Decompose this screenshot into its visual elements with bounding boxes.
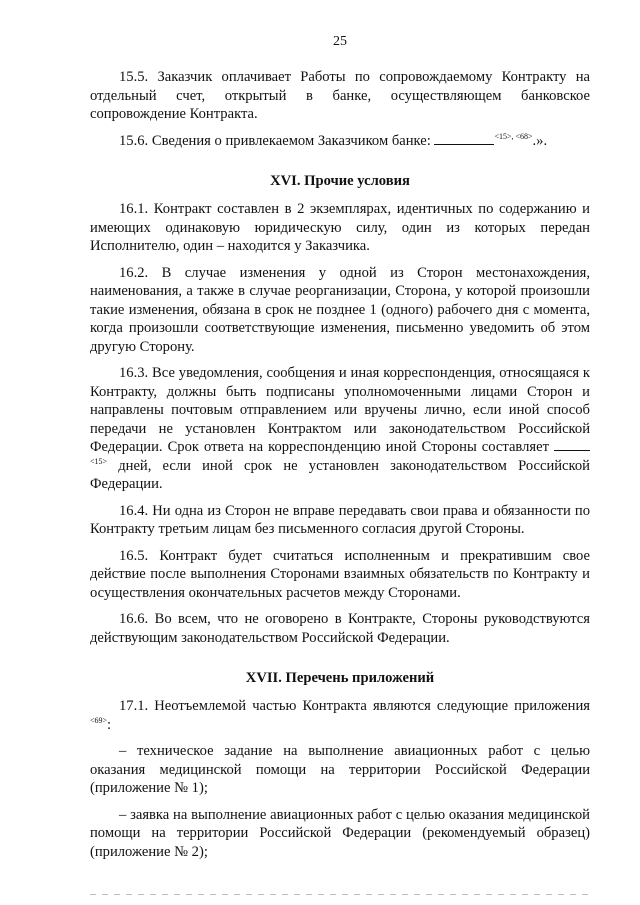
scan-footer-line [90,894,590,895]
paragraph-16-3-text: 16.3. Все уведомления, сообщения и иная корреспонденция, относящаяся к Контракту, должны быть подписаны уполномоченными лицами Сторон и направлены почтовым отправлением или вручены лично, если иной способ передачи не установлен Контрактом или законодательством Российской Федерации. Срок ответа на корреспонденцию иной Стороны составляет [90,365,590,455]
paragraph-17-1-tail: : [107,716,112,733]
paragraph-16-5: 16.5. Контракт будет считаться исполненным и прекратившим свое действие после выполнения Сторонами взаимных обязательств по Контракту и осуществления окончательных расчетов между Сторонами. [90,547,590,601]
paragraph-15-6 [90,132,590,151]
paragraph-16-3 [90,364,590,494]
list-item-appendix-1: – техническое задание на выполнение авиационных работ с целью оказания медицинской помощи на территории Российской Федерации (приложение № 1); [90,743,590,796]
paragraph-16-4: 16.4. Ни одна из Сторон не вправе передавать свои права и обязанности по Контракту третьим лицам без письменного согласия другой Стороны. [90,502,590,537]
paragraph-16-2: 16.2. В случае изменения у одной из Сторон местонахождения, наименования, а также в случае реорганизации, Сторона, у которой произошли такие изменения, обязана в срок не позднее 1 (одного) рабочего дня с момента, когда произошли соответствующие изменения, письменно уведомить об этом другую Сторону. [90,264,590,355]
footnote-ref-69: <69> [90,715,108,725]
blank-field-bank [434,132,494,145]
paragraph-15-6-text: 15.6. Сведения о привлекаемом Заказчиком банке: [119,132,431,149]
blank-field-response-days [554,438,590,451]
page-number: 25 [333,34,347,49]
paragraph-16-6: 16.6. Во всем, что не оговорено в Контракте, Стороны руководствуются действующим законодательством Российской Федерации. [90,611,590,646]
paragraph-15-5: 15.5. Заказчик оплачивает Работы по сопровождаемому Контракту на отдельный счет, открытый в банке, осуществляющем банковское сопровождение Контракта. [90,69,590,122]
paragraph-17-1 [90,697,590,734]
paragraph-16-1: 16.1. Контракт составлен в 2 экземплярах, идентичных по содержанию и имеющих одинаковую юридическую силу, один из которых передан Исполнителю, один – находится у Заказчика. [90,201,590,254]
list-item-appendix-2: – заявка на выполнение авиационных работ с целью оказания медицинской помощи на территории Российской Федерации (рекомендуемый образец) (приложение № 2); [90,806,590,860]
footnote-ref-15-68: <15>, <68> [494,131,533,141]
section-16-title: XVI. Прочие условия [270,173,410,189]
paragraph-15-6-tail: .». [532,132,548,149]
footnote-ref-15: <15> [90,456,108,466]
paragraph-16-3-tail: дней, если иной срок не установлен законодательством Российской Федерации. [90,457,590,492]
paragraph-17-1-text: 17.1. Неотъемлемой частью Контракта являются следующие приложения [119,698,590,714]
section-17-title: XVII. Перечень приложений [245,670,435,686]
